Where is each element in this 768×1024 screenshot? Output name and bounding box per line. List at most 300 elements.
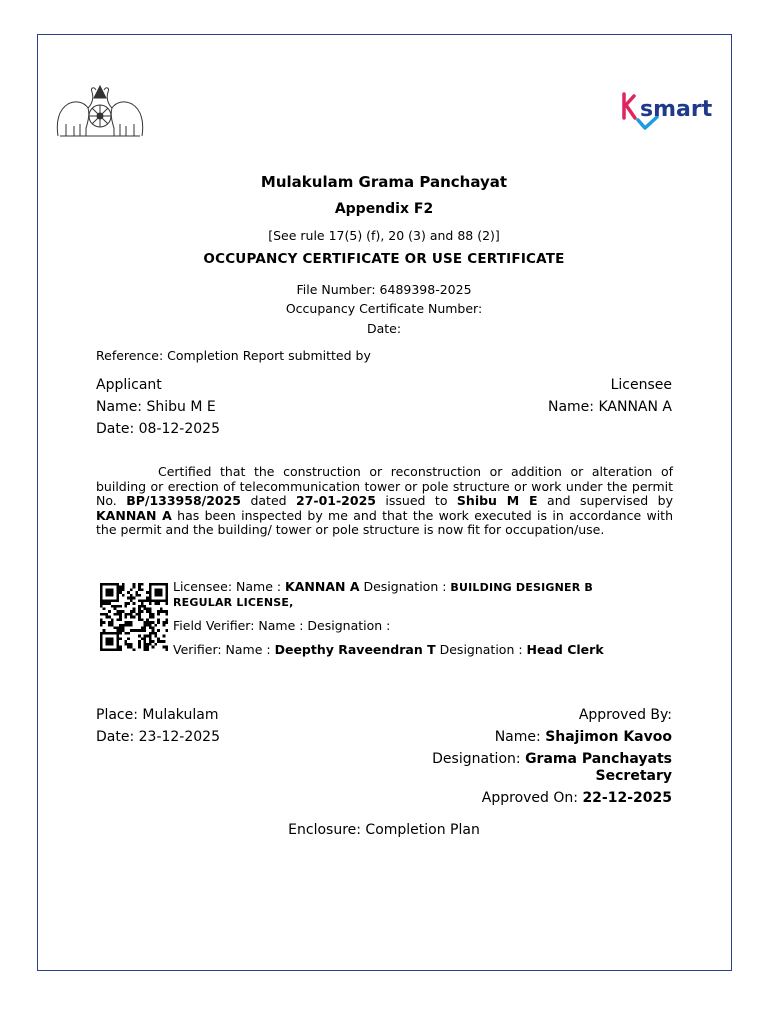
qr-module: [157, 610, 160, 613]
qr-module: [105, 599, 108, 602]
qr-module: [127, 646, 130, 649]
qr-module: [138, 586, 141, 589]
qr-module: [130, 624, 133, 627]
qr-module: [160, 594, 163, 597]
qr-module: [152, 583, 155, 586]
qr-module: [149, 586, 152, 589]
licensee-sig-name: KANNAN A: [285, 579, 360, 594]
qr-module: [149, 594, 152, 597]
qr-module: [108, 591, 111, 594]
qr-module: [165, 591, 168, 594]
qr-module: [124, 605, 127, 608]
qr-module: [111, 591, 114, 594]
qr-module: [149, 607, 152, 610]
qr-module: [124, 602, 127, 605]
qr-module: [103, 602, 106, 605]
qr-module: [165, 588, 168, 591]
qr-module: [119, 648, 122, 651]
qr-module: [124, 616, 127, 619]
qr-module: [160, 607, 163, 610]
svg-text:smart: smart: [640, 97, 713, 122]
qr-module: [111, 588, 114, 591]
qr-module: [100, 599, 103, 602]
qr-module: [138, 616, 141, 619]
qr-module: [119, 637, 122, 640]
qr-module: [114, 583, 117, 586]
qr-module: [116, 646, 119, 649]
qr-module: [116, 637, 119, 640]
qr-module: [138, 646, 141, 649]
qr-module: [103, 621, 106, 624]
qr-module: [127, 637, 130, 640]
qr-module: [111, 594, 114, 597]
qr-module: [157, 618, 160, 621]
qr-module: [163, 599, 166, 602]
qr-module: [165, 597, 168, 600]
qr-module: [146, 610, 149, 613]
certification-text-5: has been inspected by me and that the work executed is in accordance with the permit and the building/ tower or pole structure is now fit for occupation/use.: [96, 507, 674, 537]
qr-module: [130, 599, 133, 602]
qr-module: [114, 632, 117, 635]
qr-module: [111, 618, 114, 621]
qr-module: [116, 635, 119, 638]
qr-module: [103, 613, 106, 616]
file-number: File Number: 6489398-2025: [296, 282, 472, 297]
qr-module: [130, 616, 133, 619]
applicant-date: Date: 08-12-2025: [96, 421, 220, 437]
qr-module: [108, 594, 111, 597]
qr-module: [144, 635, 147, 638]
qr-module: [144, 599, 147, 602]
qr-module: [124, 621, 127, 624]
qr-module: [133, 648, 136, 651]
qr-module: [154, 594, 157, 597]
qr-module: [100, 643, 103, 646]
qr-module: [108, 632, 111, 635]
qr-module: [146, 591, 149, 594]
qr-module: [138, 588, 141, 591]
qr-module: [157, 591, 160, 594]
qr-module: [133, 629, 136, 632]
qr-module: [116, 643, 119, 646]
qr-module: [144, 624, 147, 627]
qr-module: [144, 607, 147, 610]
qr-module: [163, 624, 166, 627]
qr-module: [149, 610, 152, 613]
qr-module: [111, 621, 114, 624]
qr-module: [130, 621, 133, 624]
qr-module: [138, 618, 141, 621]
qr-module: [141, 627, 144, 630]
qr-module: [165, 618, 168, 621]
qr-module: [133, 610, 136, 613]
qr-module: [124, 640, 127, 643]
qr-module: [146, 618, 149, 621]
qr-module: [144, 643, 147, 646]
qr-module: [157, 599, 160, 602]
qr-module: [165, 621, 168, 624]
qr-module: [149, 632, 152, 635]
qr-module: [111, 637, 114, 640]
qr-module: [122, 588, 125, 591]
qr-module: [122, 583, 125, 586]
qr-module: [119, 588, 122, 591]
qr-module: [124, 643, 127, 646]
certification-text-4: and supervised by: [537, 493, 673, 508]
qr-module: [111, 640, 114, 643]
qr-module: [100, 588, 103, 591]
qr-module: [116, 586, 119, 589]
qr-module: [116, 648, 119, 651]
qr-module: [149, 613, 152, 616]
qr-module: [165, 594, 168, 597]
qr-module: [149, 597, 152, 600]
qr-module: [160, 610, 163, 613]
qr-module: [160, 591, 163, 594]
qr-module: [119, 618, 122, 621]
qr-module: [144, 605, 147, 608]
approver-designation-line: [432, 751, 672, 785]
qr-module: [149, 621, 152, 624]
occupancy-certificate-number: Occupancy Certificate Number:: [285, 301, 483, 316]
qr-module: [108, 621, 111, 624]
qr-module: [108, 610, 111, 613]
qr-module: [105, 643, 108, 646]
qr-module: [157, 594, 160, 597]
qr-module: [105, 640, 108, 643]
qr-module: [127, 613, 130, 616]
qr-module: [157, 621, 160, 624]
qr-module: [141, 605, 144, 608]
qr-module: [100, 646, 103, 649]
certification-text-1: Certified that the construction or reconstruction or addition or alteration of building or erection of telecommunication tower or pole structure or work under the permit No.: [96, 464, 673, 508]
qr-module: [133, 602, 136, 605]
qr-module: [149, 599, 152, 602]
qr-module: [165, 648, 168, 651]
qr-module: [108, 624, 111, 627]
qr-module: [146, 635, 149, 638]
qr-module: [119, 627, 122, 630]
qr-module: [144, 640, 147, 643]
qr-module: [163, 646, 166, 649]
qr-module: [144, 637, 147, 640]
qr-module: [100, 618, 103, 621]
verifier-designation-label: Designation :: [435, 642, 527, 657]
qr-module: [127, 643, 130, 646]
qr-module: [165, 613, 168, 616]
qr-module: [144, 627, 147, 630]
qr-module: [100, 597, 103, 600]
ksmart-logo: [618, 88, 720, 134]
qr-module: [146, 607, 149, 610]
certification-text-2: dated: [241, 493, 297, 508]
qr-module: [127, 621, 130, 624]
qr-module: [100, 635, 103, 638]
qr-module: [108, 640, 111, 643]
qr-module: [138, 629, 141, 632]
qr-module: [103, 632, 106, 635]
qr-module: [149, 616, 152, 619]
qr-module: [149, 643, 152, 646]
qr-module: [100, 613, 103, 616]
qr-module: [122, 627, 125, 630]
qr-module: [122, 610, 125, 613]
qr-module: [133, 607, 136, 610]
qr-module: [114, 648, 117, 651]
qr-module: [122, 624, 125, 627]
qr-module: [146, 599, 149, 602]
qr-module: [146, 648, 149, 651]
licensee-heading: Licensee: [610, 377, 672, 393]
qr-module: [130, 594, 133, 597]
qr-module: [138, 607, 141, 610]
qr-module: [100, 621, 103, 624]
qr-module: [149, 588, 152, 591]
qr-module: [122, 586, 125, 589]
qr-module: [127, 632, 130, 635]
qr-module: [111, 605, 114, 608]
qr-module: [119, 629, 122, 632]
qr-module: [141, 629, 144, 632]
qr-module: [157, 640, 160, 643]
qr-module: [105, 602, 108, 605]
qr-module: [100, 591, 103, 594]
qr-module: [114, 599, 117, 602]
qr-module: [114, 607, 117, 610]
licensee-sig-designation-label: Designation :: [359, 579, 451, 594]
qr-module: [152, 621, 155, 624]
verifier-designation: Head Clerk: [526, 642, 604, 657]
qr-module: [152, 613, 155, 616]
qr-module: [146, 624, 149, 627]
qr-module: [116, 640, 119, 643]
qr-module: [149, 627, 152, 630]
qr-module: [130, 629, 133, 632]
qr-module: [141, 588, 144, 591]
qr-module: [119, 605, 122, 608]
qr-module: [152, 627, 155, 630]
qr-module: [130, 588, 133, 591]
qr-module: [133, 586, 136, 589]
qr-module: [116, 605, 119, 608]
qr-module: [114, 613, 117, 616]
qr-module: [119, 613, 122, 616]
qr-module: [108, 637, 111, 640]
qr-module: [100, 632, 103, 635]
qr-module: [114, 605, 117, 608]
qr-module: [165, 599, 168, 602]
licensee-signatory: [173, 580, 643, 610]
qr-module: [149, 635, 152, 638]
approver-name-line: [495, 729, 672, 745]
qr-module: [141, 602, 144, 605]
qr-module: [135, 594, 138, 597]
qr-module: [157, 637, 160, 640]
qr-module: [108, 602, 111, 605]
qr-module: [111, 583, 114, 586]
qr-module: [135, 613, 138, 616]
qr-module: [141, 618, 144, 621]
permit-issued-to: Shibu M E: [456, 493, 538, 508]
qr-module: [154, 632, 157, 635]
enclosure: Enclosure: Completion Plan: [288, 822, 480, 838]
rule-reference: [See rule 17(5) (f), 20 (3) and 88 (2)]: [268, 228, 500, 243]
approved-on-label: Approved On:: [481, 790, 583, 806]
qr-module: [127, 602, 130, 605]
qr-module: [157, 613, 160, 616]
qr-module: [100, 605, 103, 608]
qr-module: [152, 640, 155, 643]
qr-module: [141, 599, 144, 602]
qr-module: [119, 616, 122, 619]
approver-designation-label: Designation:: [432, 751, 526, 767]
qr-module: [116, 588, 119, 591]
qr-module: [119, 586, 122, 589]
qr-module: [119, 624, 122, 627]
qr-module: [105, 594, 108, 597]
qr-module: [138, 605, 141, 608]
qr-module: [100, 648, 103, 651]
qr-module: [149, 637, 152, 640]
qr-module: [163, 635, 166, 638]
qr-module: [111, 599, 114, 602]
qr-module: [111, 648, 114, 651]
qr-module: [149, 624, 152, 627]
qr-module: [119, 646, 122, 649]
qr-module: [154, 588, 157, 591]
qr-module: [108, 643, 111, 646]
approved-on-line: [482, 790, 672, 806]
qr-module: [154, 602, 157, 605]
qr-module: [103, 583, 106, 586]
qr-module: [157, 602, 160, 605]
qr-module: [160, 640, 163, 643]
qr-module: [152, 632, 155, 635]
qr-module: [122, 629, 125, 632]
qr-module: [138, 635, 141, 638]
qr-module: [100, 640, 103, 643]
approver-designation-2: Secretary: [595, 768, 672, 784]
qr-module: [100, 637, 103, 640]
place: Place: Mulakulam: [96, 707, 219, 723]
qr-module: [127, 591, 130, 594]
qr-module: [105, 637, 108, 640]
footer-date: Date: 23-12-2025: [96, 729, 220, 745]
qr-module: [116, 613, 119, 616]
qr-module: [149, 602, 152, 605]
applicant-name: Name: Shibu M E: [96, 399, 216, 415]
qr-module: [105, 616, 108, 619]
approver-designation-1: Grama Panchayats: [525, 751, 672, 767]
qr-module: [116, 632, 119, 635]
qr-module: [100, 624, 103, 627]
qr-module: [100, 583, 103, 586]
qr-module: [165, 629, 168, 632]
qr-module: [119, 632, 122, 635]
qr-module: [116, 597, 119, 600]
licensee-sig-label: Licensee: Name :: [173, 579, 286, 594]
qr-module: [100, 586, 103, 589]
qr-module: [108, 648, 111, 651]
qr-module: [108, 599, 111, 602]
qr-module: [124, 624, 127, 627]
qr-module: [100, 594, 103, 597]
qr-module: [111, 632, 114, 635]
qr-module: [146, 621, 149, 624]
field-verifier: Field Verifier: Name : Designation :: [173, 618, 391, 633]
qr-module: [105, 613, 108, 616]
approver-name: Shajimon Kavoo: [545, 729, 672, 745]
qr-module: [165, 646, 168, 649]
kerala-emblem-icon: [50, 78, 150, 140]
qr-module: [144, 621, 147, 624]
qr-module: [157, 588, 160, 591]
qr-module: [116, 599, 119, 602]
qr-module: [124, 613, 127, 616]
qr-module: [105, 583, 108, 586]
qr-module: [108, 588, 111, 591]
qr-module: [116, 591, 119, 594]
qr-module: [160, 599, 163, 602]
qr-module: [114, 627, 117, 630]
qr-module: [141, 583, 144, 586]
certification-paragraph: [96, 465, 673, 538]
qr-module: [103, 629, 106, 632]
licensee-name: Name: KANNAN A: [547, 399, 672, 415]
qr-module: [116, 594, 119, 597]
qr-module: [138, 613, 141, 616]
qr-module: [138, 594, 141, 597]
qr-module: [165, 586, 168, 589]
qr-module: [149, 583, 152, 586]
qr-module: [124, 632, 127, 635]
certificate-title: OCCUPANCY CERTIFICATE OR USE CERTIFICATE: [203, 251, 565, 267]
qr-module: [119, 591, 122, 594]
qr-module: [152, 646, 155, 649]
qr-module: [105, 648, 108, 651]
qr-module: [130, 597, 133, 600]
qr-module: [108, 616, 111, 619]
qr-module: [154, 599, 157, 602]
qr-module: [152, 629, 155, 632]
qr-module: [105, 632, 108, 635]
qr-module: [163, 640, 166, 643]
qr-module: [154, 591, 157, 594]
qr-module: [105, 588, 108, 591]
qr-module: [108, 583, 111, 586]
verifier-label: Verifier: Name :: [173, 642, 275, 657]
qr-module: [146, 597, 149, 600]
qr-module: [165, 602, 168, 605]
qr-module: [152, 616, 155, 619]
qr-module: [154, 635, 157, 638]
qr-module: [116, 583, 119, 586]
qr-module: [165, 583, 168, 586]
qr-module: [111, 643, 114, 646]
qr-module: [135, 629, 138, 632]
certification-text-3: issued to: [375, 493, 457, 508]
qr-module: [116, 610, 119, 613]
licensee-sig-designation: BUILDING DESIGNER B REGULAR LICENSE,: [173, 581, 594, 609]
qr-module: [105, 591, 108, 594]
qr-module: [141, 610, 144, 613]
qr-module: [103, 648, 106, 651]
verifier-signatory: [173, 642, 604, 657]
qr-module: [138, 610, 141, 613]
qr-module: [154, 643, 157, 646]
qr-module: [130, 646, 133, 649]
qr-module: [138, 583, 141, 586]
